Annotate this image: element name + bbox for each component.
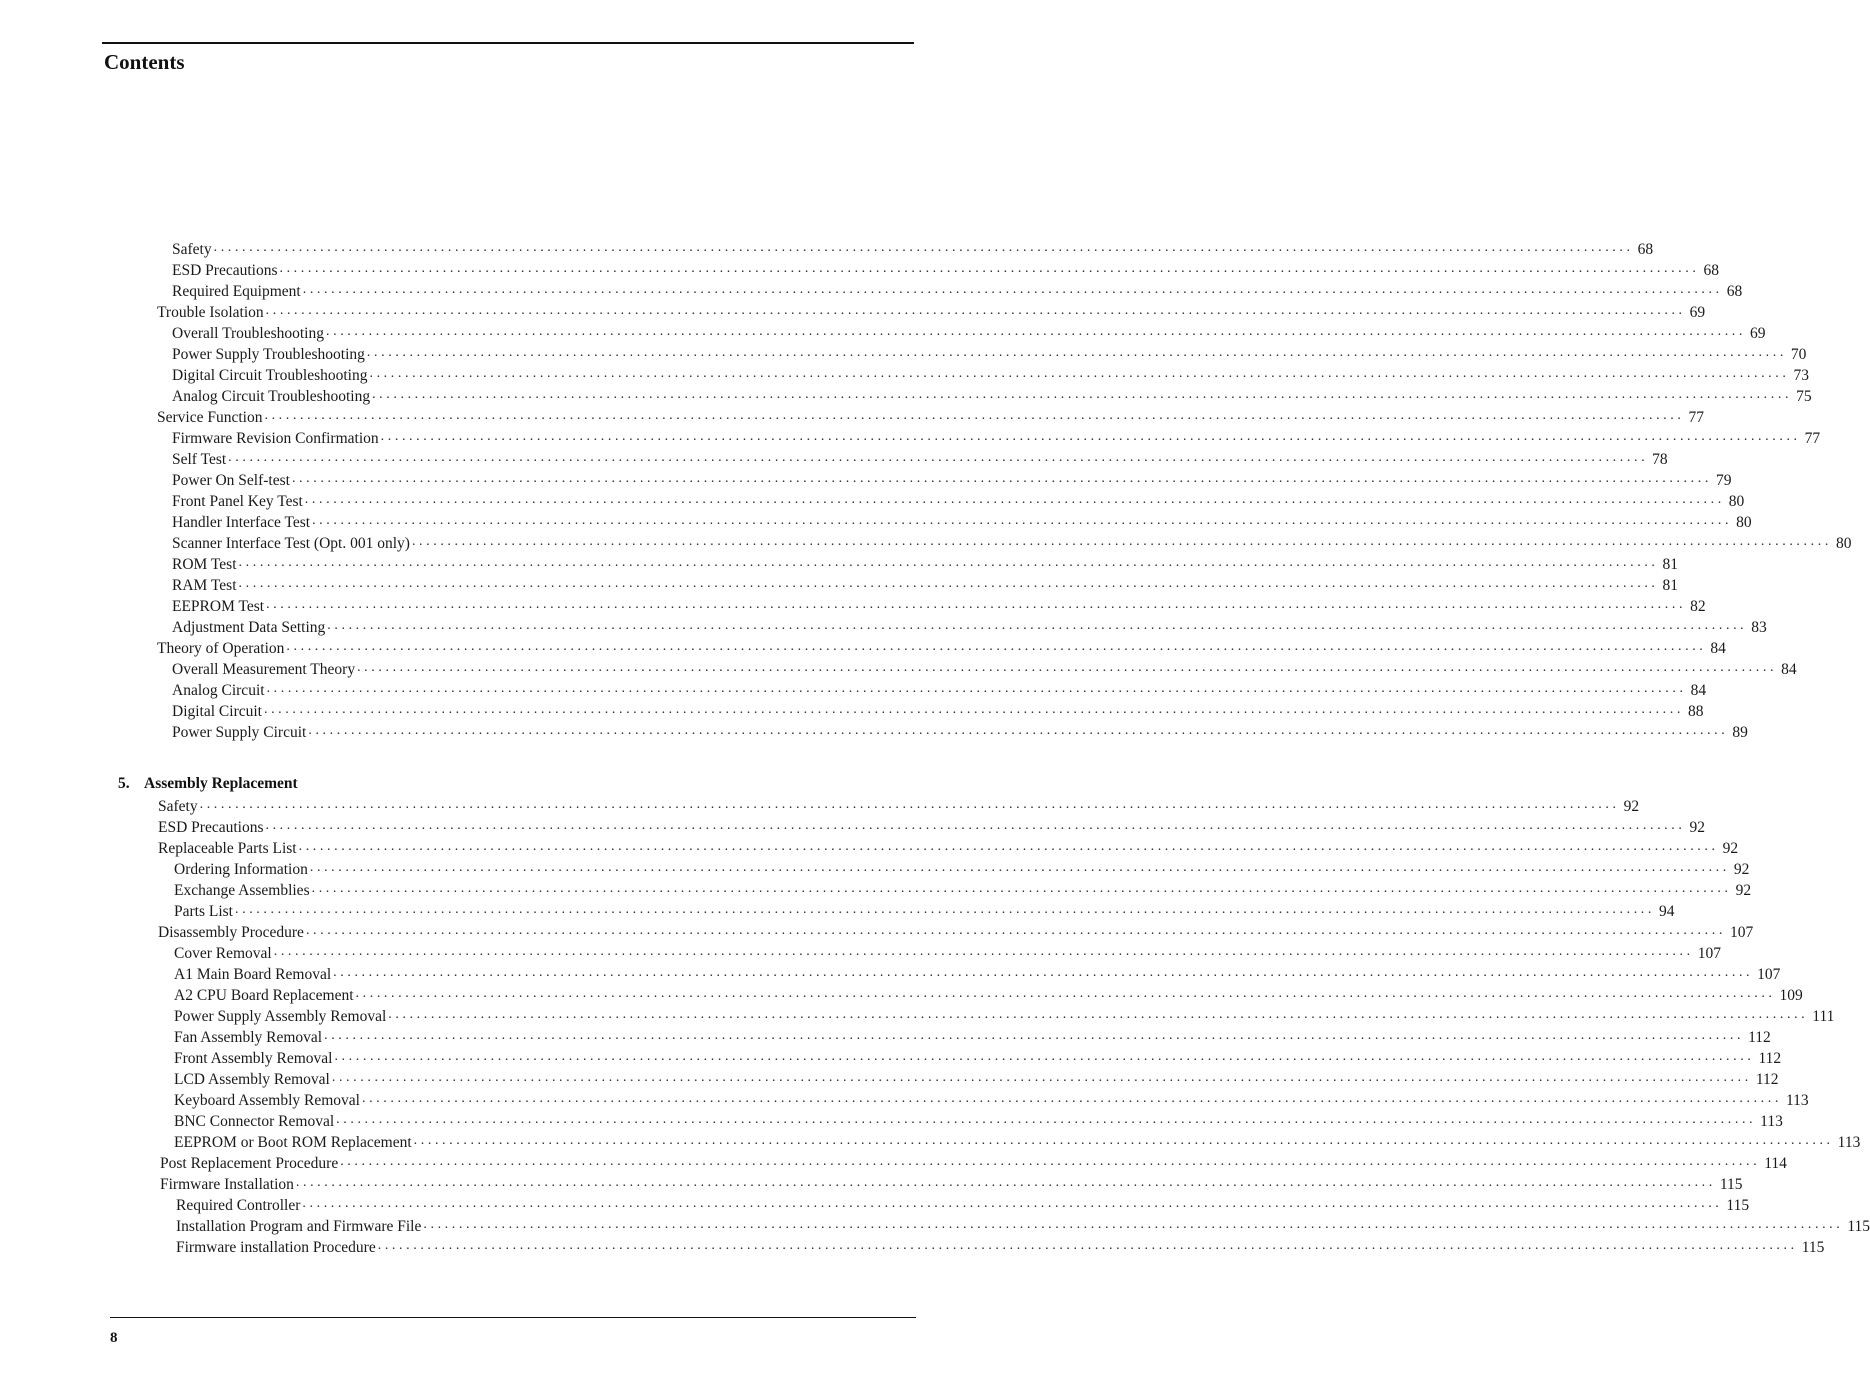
toc-entry[interactable]	[174, 984, 1803, 1005]
dot-leader: ........................................................................................................................................................................................................	[372, 387, 1793, 402]
toc-entry-page: 115	[1726, 1197, 1750, 1214]
page-number: 8	[110, 1330, 118, 1346]
toc-entry[interactable]	[157, 406, 1704, 427]
dot-leader: ........................................................................................................................................................................................................	[413, 1133, 1834, 1148]
toc-entry[interactable]	[157, 637, 1726, 658]
dot-leader: ........................................................................................................................................................................................................	[308, 723, 1729, 738]
dot-leader: ........................................................................................................................................................................................................	[331, 1070, 1752, 1085]
dot-leader: ........................................................................................................................................................................................................	[377, 1238, 1798, 1253]
toc-entry-title: Safety	[158, 798, 198, 815]
toc-entry[interactable]	[172, 448, 1668, 469]
toc-entry-title: Required Equipment	[172, 283, 301, 300]
dot-leader: ........................................................................................................................................................................................................	[355, 986, 1776, 1001]
toc-entry[interactable]	[176, 1215, 1870, 1236]
toc-entry-title: Cover Removal	[174, 945, 272, 962]
toc-entry-title: Power Supply Troubleshooting	[172, 346, 365, 363]
toc-entry-title: Scanner Interface Test (Opt. 001 only)	[172, 535, 410, 552]
toc-entry-title: Exchange Assemblies	[174, 882, 310, 899]
dot-leader: ........................................................................................................................................................................................................	[411, 534, 1832, 549]
toc-entry[interactable]	[172, 490, 1745, 511]
toc-entry-page: 88	[1687, 703, 1704, 720]
toc-entry-page: 107	[1729, 924, 1754, 941]
dot-leader: ........................................................................................................................................................................................................	[326, 324, 1746, 339]
toc-entry-title: BNC Connector Removal	[174, 1113, 335, 1130]
toc-entry[interactable]	[158, 795, 1640, 816]
toc-entry-page: 80	[1736, 514, 1752, 531]
toc-entry-page: 92	[1722, 840, 1739, 857]
toc-entry[interactable]	[158, 837, 1739, 858]
dot-leader: ........................................................................................................................................................................................................	[264, 408, 1685, 423]
dot-leader: ........................................................................................................................................................................................................	[311, 881, 1732, 896]
toc-entry-title: ESD Precautions	[172, 262, 278, 279]
toc-entry[interactable]	[174, 1005, 1835, 1026]
toc-entry-title: Front Panel Key Test	[172, 493, 303, 510]
toc-entry-page: 115	[1801, 1239, 1825, 1256]
toc-entry-page: 113	[1785, 1092, 1809, 1109]
toc-entry-title: Overall Measurement Theory	[172, 661, 356, 678]
dot-leader: ........................................................................................................................................................................................................	[295, 1175, 1716, 1190]
dot-leader: ........................................................................................................................................................................................................	[305, 923, 1726, 938]
toc-entry-title: RAM Test	[172, 577, 237, 594]
toc-entry-page: 68	[1637, 241, 1654, 258]
dot-leader: ........................................................................................................................................................................................................	[199, 797, 1620, 812]
footer-rule	[110, 1317, 916, 1318]
toc-entry-page: 113	[1837, 1134, 1861, 1151]
toc-entry[interactable]	[172, 616, 1767, 637]
toc-entry-page: 112	[1758, 1050, 1782, 1067]
dot-leader: ........................................................................................................................................................................................................	[238, 576, 1659, 591]
toc-entry[interactable]	[172, 574, 1679, 595]
toc-entry-page: 115	[1719, 1176, 1743, 1193]
dot-leader: ........................................................................................................................................................................................................	[361, 1091, 1782, 1106]
toc-entry-page: 78	[1652, 451, 1668, 468]
toc-entry[interactable]	[176, 1194, 1750, 1215]
toc-entry-title: Ordering Information	[174, 861, 308, 878]
toc-entry-title: Theory of Operation	[157, 640, 285, 657]
toc-entry-page: 70	[1790, 346, 1807, 363]
dot-leader: ........................................................................................................................................................................................................	[369, 366, 1790, 381]
toc-entry-page: 79	[1715, 472, 1732, 489]
toc-entry-page: 84	[1710, 640, 1726, 657]
toc-entry-page: 94	[1659, 903, 1675, 920]
toc-entry-title: Installation Program and Firmware File	[176, 1218, 422, 1235]
dot-leader: ........................................................................................................................................................................................................	[266, 597, 1687, 612]
toc-entry-page: 68	[1726, 283, 1743, 300]
toc-entry[interactable]	[176, 1236, 1825, 1257]
toc-entry-title: Disassembly Procedure	[158, 924, 304, 941]
toc-entry-title: Fan Assembly Removal	[174, 1029, 323, 1046]
toc-entry-page: 69	[1750, 325, 1766, 342]
toc-entry[interactable]	[172, 280, 1743, 301]
dot-leader: ........................................................................................................................................................................................................	[228, 450, 1649, 465]
toc-entry-page: 112	[1755, 1071, 1779, 1088]
toc-entry-title: Overall Troubleshooting	[172, 325, 324, 342]
header-rule	[102, 42, 914, 44]
toc-entry-title: Post Replacement Procedure	[160, 1155, 339, 1172]
toc-entry[interactable]	[160, 1152, 1787, 1173]
dot-leader: ........................................................................................................................................................................................................	[327, 618, 1748, 633]
toc-entry[interactable]	[172, 469, 1732, 490]
toc-entry[interactable]	[174, 1110, 1783, 1131]
toc-entry-page: 113	[1760, 1113, 1783, 1130]
page-title: Contents	[104, 50, 185, 74]
toc-entry-page: 83	[1751, 619, 1767, 636]
toc-entry[interactable]	[160, 1173, 1743, 1194]
dot-leader: ........................................................................................................................................................................................................	[334, 1049, 1755, 1064]
toc-entry[interactable]	[172, 700, 1704, 721]
toc-entry[interactable]	[174, 942, 1721, 963]
toc-entry[interactable]	[172, 721, 1748, 742]
toc-entry[interactable]	[172, 511, 1752, 532]
dot-leader: ........................................................................................................................................................................................................	[366, 345, 1787, 360]
dot-leader: ........................................................................................................................................................................................................	[263, 702, 1684, 717]
toc-entry-page: 69	[1689, 304, 1706, 321]
toc-entry-title: Power Supply Assembly Removal	[174, 1008, 387, 1025]
toc-entry-page: 92	[1689, 819, 1705, 836]
dot-leader: ........................................................................................................................................................................................................	[423, 1217, 1844, 1232]
toc-entry[interactable]	[174, 1131, 1861, 1152]
toc-entry-page: 68	[1703, 262, 1719, 279]
toc-entry[interactable]	[174, 1068, 1779, 1089]
toc-entry[interactable]	[172, 595, 1706, 616]
toc-entry-title: Firmware Revision Confirmation	[172, 430, 379, 447]
toc-entry-title: Analog Circuit Troubleshooting	[172, 388, 371, 405]
dot-leader: ........................................................................................................................................................................................................	[279, 261, 1700, 276]
toc-entry-title: Required Controller	[176, 1197, 301, 1214]
dot-leader: ........................................................................................................................................................................................................	[304, 492, 1725, 507]
chapter-number: 5.	[118, 775, 130, 792]
toc-entry-title: LCD Assembly Removal	[174, 1071, 330, 1088]
toc-entry-title: Analog Circuit	[172, 682, 265, 699]
toc-entry-title: Power Supply Circuit	[172, 724, 307, 741]
toc-entry[interactable]	[174, 858, 1750, 879]
toc-entry-page: 77	[1688, 409, 1704, 426]
toc-entry-page: 92	[1735, 882, 1752, 899]
dot-leader: ........................................................................................................................................................................................................	[213, 240, 1634, 255]
toc-entry[interactable]	[174, 1089, 1809, 1110]
toc-entry[interactable]	[172, 238, 1654, 259]
toc-entry-title: ROM Test	[172, 556, 237, 573]
dot-leader: ........................................................................................................................................................................................................	[265, 303, 1686, 318]
dot-leader: ........................................................................................................................................................................................................	[273, 944, 1694, 959]
toc-entry[interactable]	[172, 343, 1807, 364]
toc-entry-title: Digital Circuit	[172, 703, 262, 720]
toc-entry-title: ESD Precautions	[158, 819, 264, 836]
toc-entry-title: Digital Circuit Troubleshooting	[172, 367, 368, 384]
dot-leader: ........................................................................................................................................................................................................	[265, 818, 1686, 833]
dot-leader: ........................................................................................................................................................................................................	[324, 1028, 1745, 1043]
toc-entry-title: Firmware Installation	[160, 1176, 294, 1193]
toc-entry[interactable]	[172, 385, 1812, 406]
toc-entry[interactable]	[172, 658, 1797, 679]
dot-leader: ........................................................................................................................................................................................................	[302, 1196, 1723, 1211]
toc-entry[interactable]	[174, 963, 1781, 984]
dot-leader: ........................................................................................................................................................................................................	[302, 282, 1723, 297]
toc-entry-page: 89	[1732, 724, 1748, 741]
dot-leader: ........................................................................................................................................................................................................	[286, 639, 1707, 654]
dot-leader: ........................................................................................................................................................................................................	[357, 660, 1778, 675]
toc-entry[interactable]	[158, 816, 1705, 837]
toc-entry-title: Handler Interface Test	[172, 514, 311, 531]
toc-entry[interactable]	[157, 301, 1706, 322]
dot-leader: ........................................................................................................................................................................................................	[238, 555, 1659, 570]
dot-leader: ........................................................................................................................................................................................................	[380, 429, 1801, 444]
dot-leader: ........................................................................................................................................................................................................	[235, 902, 1655, 917]
toc-entry-page: 114	[1764, 1155, 1787, 1172]
toc-entry[interactable]	[172, 259, 1719, 280]
toc-entry-page: 107	[1757, 966, 1781, 983]
toc-entry[interactable]	[172, 679, 1707, 700]
toc-entry-page: 77	[1804, 430, 1821, 447]
toc-entry-page: 92	[1733, 861, 1750, 878]
toc-entry[interactable]	[174, 879, 1752, 900]
toc-entry-page: 80	[1728, 493, 1745, 510]
toc-entry-title: Self Test	[172, 451, 227, 468]
toc-entry-title: EEPROM Test	[172, 598, 265, 615]
dot-leader: ........................................................................................................................................................................................................	[266, 681, 1687, 696]
toc-entry-page: 109	[1779, 987, 1803, 1004]
chapter-title: Assembly Replacement	[144, 775, 298, 792]
toc-entry[interactable]	[174, 1047, 1782, 1068]
toc-entry-title: Power On Self-test	[172, 472, 290, 489]
toc-entry-page: 84	[1781, 661, 1797, 678]
toc-entry-title: A1 Main Board Removal	[174, 966, 332, 983]
toc-entry-page: 115	[1847, 1218, 1870, 1235]
chapter-heading[interactable]	[118, 775, 298, 793]
toc-entry[interactable]	[172, 322, 1766, 343]
dot-leader: ........................................................................................................................................................................................................	[340, 1154, 1761, 1169]
toc-entry-page: 84	[1690, 682, 1707, 699]
toc-entry-title: Service Function	[157, 409, 263, 426]
dot-leader: ........................................................................................................................................................................................................	[312, 513, 1733, 528]
dot-leader: ........................................................................................................................................................................................................	[388, 1007, 1809, 1022]
dot-leader: ........................................................................................................................................................................................................	[298, 839, 1719, 854]
toc-entry-page: 82	[1690, 598, 1706, 615]
toc-entry-page: 92	[1623, 798, 1640, 815]
dot-leader: ........................................................................................................................................................................................................	[291, 471, 1712, 486]
dot-leader: ........................................................................................................................................................................................................	[333, 965, 1754, 980]
toc-entry-page: 81	[1662, 577, 1679, 594]
toc-entry-page: 81	[1662, 556, 1679, 573]
toc-entry-title: Front Assembly Removal	[174, 1050, 333, 1067]
toc-entry[interactable]	[172, 427, 1821, 448]
toc-entry-title: Adjustment Data Setting	[172, 619, 326, 636]
toc-entry-title: A2 CPU Board Replacement	[174, 987, 354, 1004]
toc-entry-title: Trouble Isolation	[157, 304, 264, 321]
toc-entry-title: Parts List	[174, 903, 233, 920]
toc-entry-page: 112	[1748, 1029, 1771, 1046]
toc-entry-title: Firmware installation Procedure	[176, 1239, 376, 1256]
dot-leader: ........................................................................................................................................................................................................	[336, 1112, 1757, 1127]
toc-entry[interactable]	[172, 364, 1809, 385]
toc-entry-title: Safety	[172, 241, 212, 258]
toc-entry-page: 75	[1796, 388, 1812, 405]
toc-entry-page: 73	[1793, 367, 1809, 384]
toc-entry[interactable]	[172, 532, 1852, 553]
toc-entry-page: 107	[1697, 945, 1721, 962]
toc-entry[interactable]	[174, 1026, 1771, 1047]
toc-entry-page: 111	[1812, 1008, 1835, 1025]
toc-entry[interactable]	[158, 921, 1754, 942]
toc-entry-title: Replaceable Parts List	[158, 840, 297, 857]
dot-leader: ........................................................................................................................................................................................................	[309, 860, 1730, 875]
toc-entry-title: Keyboard Assembly Removal	[174, 1092, 360, 1109]
toc-entry-page: 80	[1835, 535, 1852, 552]
toc-entry[interactable]	[172, 553, 1679, 574]
toc-entry-title: EEPROM or Boot ROM Replacement	[174, 1134, 412, 1151]
toc-entry[interactable]	[174, 900, 1675, 921]
